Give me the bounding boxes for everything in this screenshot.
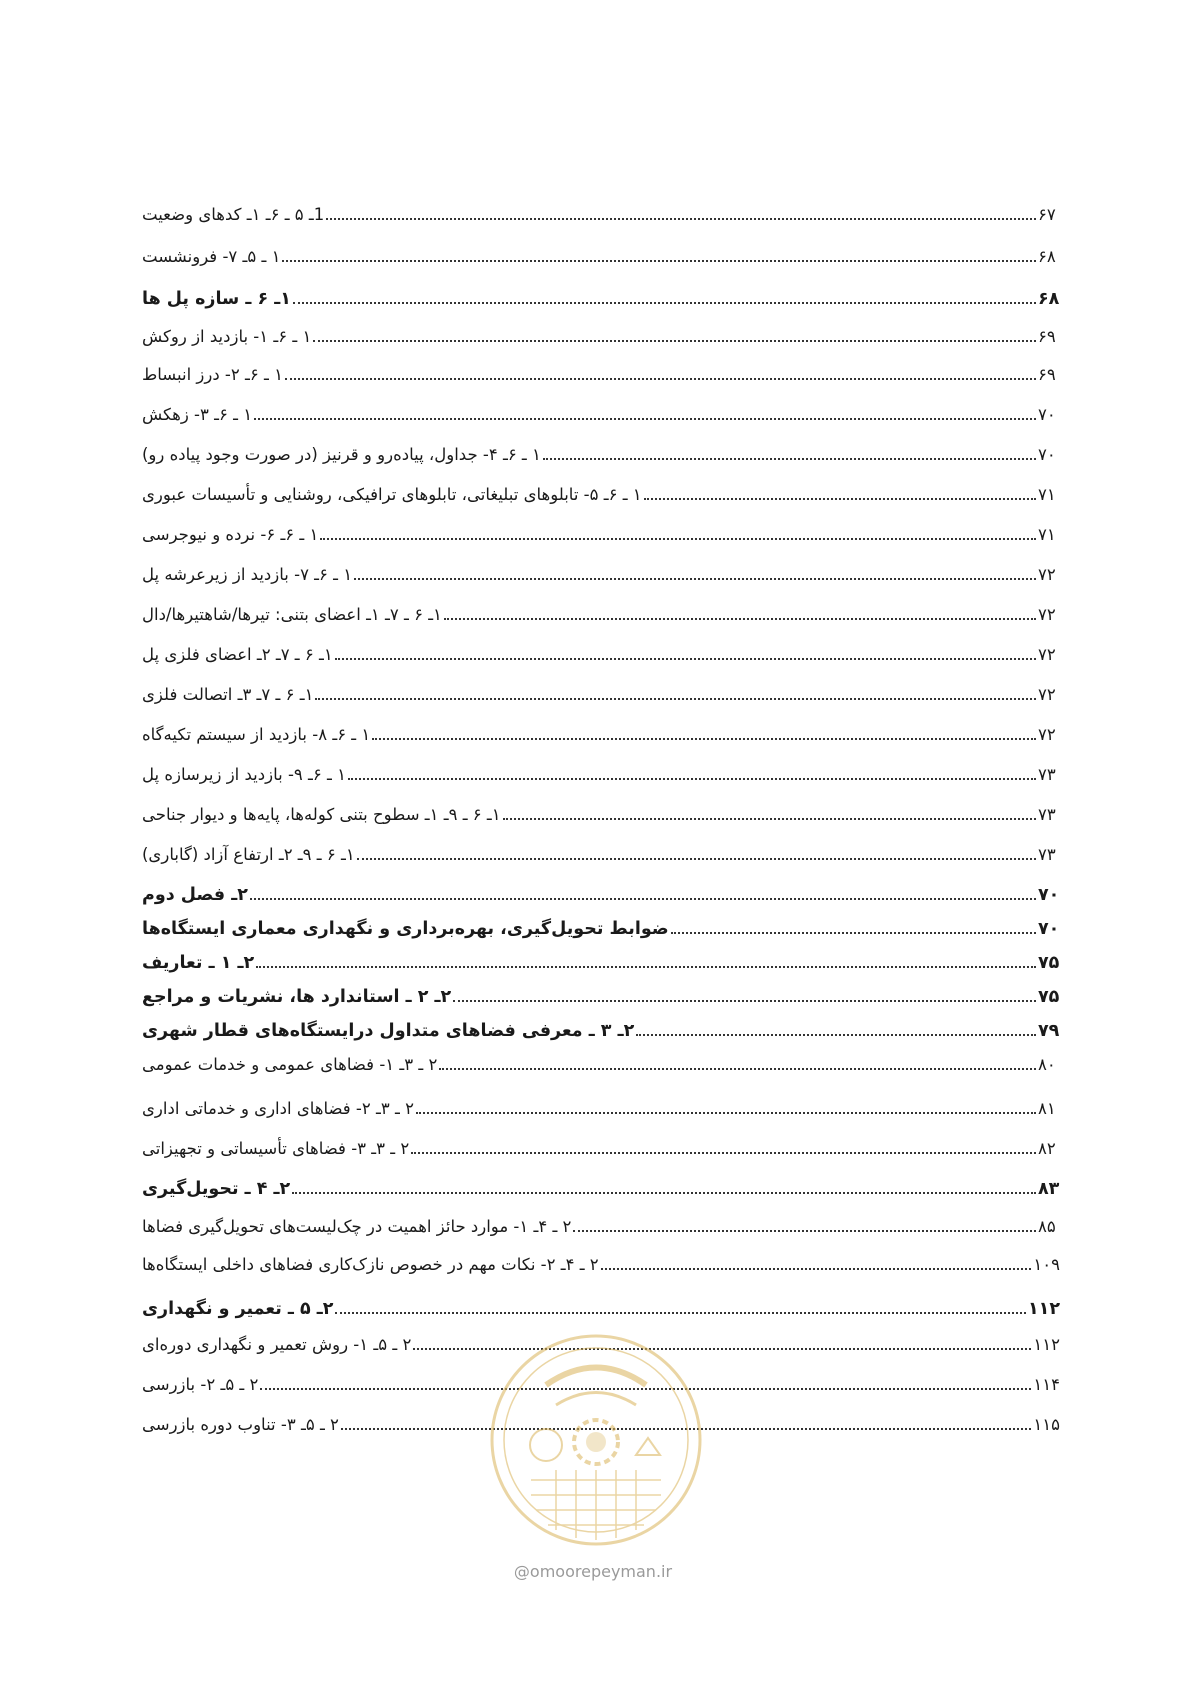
watermark-site: @omoorepeyman.ir	[513, 1562, 673, 1581]
toc-entry-title: ۱ ـ ۶ـ ۹- بازدید از زیرسازه پل	[142, 765, 346, 784]
toc-entry-page-number: ۷۱	[1038, 485, 1056, 504]
toc-entry[interactable]	[140, 476, 1060, 506]
toc-entry[interactable]	[140, 978, 1060, 1008]
dot-leader	[354, 577, 1036, 580]
toc-entry-page-number: ۷۱	[1038, 525, 1056, 544]
dot-leader	[348, 777, 1036, 780]
toc-entry-title: 1ـ ۵ ـ ۶ـ ۱ـ کدهای وضعیت	[142, 205, 325, 224]
omoorepeyman-logo-watermark	[486, 1330, 706, 1550]
toc-entry-title: ۲ـ ۵ ـ تعمیر و نگهداری	[142, 1299, 334, 1319]
toc-entry-title: ۲ ـ ۴ـ ۲- نکات مهم در خصوص نازک‌کاری فضاهای داخلی ایستگاه‌ها	[142, 1255, 599, 1274]
toc-entry[interactable]	[140, 1208, 1060, 1238]
toc-entry-page-number: ۷۰	[1038, 445, 1056, 464]
toc-entry-title: ۲ ـ ۵ـ ۳- تناوب دوره بازرسی	[142, 1415, 339, 1434]
toc-entry-page-number: ۷۲	[1038, 605, 1056, 624]
toc-entry-title: ۱ـ ۶ ـ ۹ـ ۲ـ ارتفاع آزاد (گاباری)	[142, 845, 355, 864]
toc-entry-page-number: ۶۸	[1038, 289, 1060, 309]
toc-entry-title: ۱ ـ ۶ـ ۳- زهکش	[142, 405, 253, 424]
toc-entry-title: ۱ ـ ۶ـ ۲- درز انبساط	[142, 365, 283, 384]
toc-entry-title: ۱ ـ ۵ـ ۷- فرونشست	[142, 247, 281, 266]
toc-entry-page-number: ۶۹	[1038, 365, 1056, 384]
dot-leader	[250, 897, 1036, 900]
dot-leader	[671, 931, 1036, 934]
dot-leader	[439, 1067, 1036, 1070]
dot-leader	[254, 417, 1036, 420]
toc-entry-title: ۱ـ ۶ ـ ۷ـ ۳ـ اتصالت فلزی	[142, 685, 314, 704]
toc-entry[interactable]	[140, 516, 1060, 546]
toc-entry[interactable]	[140, 1130, 1060, 1160]
toc-entry[interactable]	[140, 1046, 1060, 1076]
toc-entry[interactable]	[140, 1090, 1060, 1120]
dot-leader	[256, 965, 1036, 968]
dot-leader	[285, 377, 1036, 380]
toc-entry-page-number: ۸۵	[1038, 1217, 1056, 1236]
dot-leader	[335, 1311, 1026, 1314]
toc-entry-page-number: ۱۱۴	[1033, 1375, 1060, 1394]
toc-entry-page-number: ۷۰	[1038, 885, 1060, 905]
toc-entry[interactable]	[140, 796, 1060, 826]
toc-entry-title: ۱ـ ۶ ـ ۷ـ ۲ـ اعضای فلزی پل	[142, 645, 333, 664]
dot-leader	[601, 1267, 1032, 1270]
dot-leader	[372, 737, 1036, 740]
toc-entry-title: ۱ ـ ۶ـ ۷- بازدید از زیرعرشه پل	[142, 565, 353, 584]
dot-leader	[636, 1033, 1036, 1036]
toc-entry[interactable]	[140, 318, 1060, 348]
toc-entry-page-number: ۱۰۹	[1033, 1255, 1060, 1274]
toc-entry-page-number: ۷۵	[1038, 953, 1060, 973]
dot-leader	[320, 537, 1036, 540]
dot-leader	[282, 259, 1036, 262]
toc-entry-page-number: ۶۸	[1038, 247, 1056, 266]
toc-entry[interactable]	[140, 238, 1060, 268]
toc-entry-page-number: ۷۲	[1038, 565, 1056, 584]
toc-entry-page-number: ۱۱۵	[1033, 1415, 1060, 1434]
toc-entry-title: ضوابط تحویل‌گیری، بهره‌برداری و نگهداری معماری ایستگاه‌ها	[142, 919, 669, 939]
toc-entry[interactable]	[140, 436, 1060, 466]
dot-leader	[335, 657, 1036, 660]
toc-entry-page-number: ۶۷	[1038, 205, 1056, 224]
toc-entry-title: ۲ ـ ۵ـ ۱- روش تعمیر و نگهداری دوره‌ای	[142, 1335, 412, 1354]
toc-entry-title: ۲ ـ ۳ـ ۱- فضاهای عمومی و خدمات عمومی	[142, 1055, 438, 1074]
toc-entry[interactable]	[140, 356, 1060, 386]
toc-entry-title: ۱ ـ ۶ـ ۵- تابلوهای تبلیغاتی، تابلوهای ترافیکی، روشنایی و تأسیسات عبوری	[142, 485, 642, 504]
toc-entry[interactable]	[140, 636, 1060, 666]
toc-entry-page-number: ۷۰	[1038, 405, 1056, 424]
toc-entry-page-number: ۷۳	[1038, 765, 1056, 784]
toc-entry-page-number: ۷۹	[1038, 1021, 1060, 1041]
toc-entry[interactable]	[140, 280, 1060, 310]
toc-entry[interactable]	[140, 1246, 1060, 1276]
toc-entry-page-number: ۷۳	[1038, 845, 1056, 864]
toc-entry-page-number: ۷۲	[1038, 725, 1056, 744]
toc-entry-title: ۲ـ ۱ ـ تعاریف	[142, 953, 255, 973]
toc-entry-title: ۲ ـ ۳ـ ۲- فضاهای اداری و خدماتی اداری	[142, 1099, 414, 1118]
toc-entry-title: ۲ـ ۴ ـ تحویل‌گیری	[142, 1179, 291, 1199]
toc-entry-title: ۲ ـ ۳ـ ۳- فضاهای تأسیساتی و تجهیزاتی	[142, 1139, 410, 1158]
toc-entry-page-number: ۷۰	[1038, 919, 1060, 939]
toc-entry[interactable]	[140, 876, 1060, 906]
dot-leader	[326, 217, 1036, 220]
dot-leader	[411, 1151, 1036, 1154]
toc-entry-title: ۲ـ ۲ ـ استاندارد ها، نشریات و مراجع	[142, 987, 452, 1007]
dot-leader	[357, 857, 1036, 860]
toc-entry-page-number: ۸۳	[1038, 1179, 1060, 1199]
toc-entry-title: ۱ ـ ۶ـ ۸- بازدید از سیستم تکیه‌گاه	[142, 725, 371, 744]
toc-entry-page-number: ۷۵	[1038, 987, 1060, 1007]
toc-entry[interactable]	[140, 716, 1060, 746]
dot-leader	[543, 457, 1036, 460]
toc-entry-title: ۱ـ ۶ ـ ۷ـ ۱ـ اعضای بتنی: تیرها/شاهتیرها/دال	[142, 605, 442, 624]
toc-entry[interactable]	[140, 676, 1060, 706]
toc-entry-title: ۱ ـ ۶ـ ۱- بازدید از روکش	[142, 327, 312, 346]
toc-entry[interactable]	[140, 196, 1060, 226]
dot-leader	[644, 497, 1036, 500]
dot-leader	[293, 301, 1036, 304]
dot-leader	[313, 339, 1036, 342]
toc-entry-title: ۱ـ ۶ ـ ۹ـ ۱ـ سطوح بتنی کوله‌ها، پایه‌ها و دیوار جناحی	[142, 805, 501, 824]
toc-entry-page-number: ۸۲	[1038, 1139, 1056, 1158]
dot-leader	[292, 1191, 1036, 1194]
toc-entry-title: ۱ ـ ۶ـ ۶- نرده و نیوجرسی	[142, 525, 319, 544]
dot-leader	[315, 697, 1036, 700]
dot-leader	[573, 1229, 1036, 1232]
toc-entry[interactable]	[140, 1170, 1060, 1200]
toc-entry[interactable]	[140, 1012, 1060, 1042]
toc-entry-page-number: ۷۲	[1038, 645, 1056, 664]
toc-entry[interactable]	[140, 556, 1060, 586]
toc-entry-title: ۲ـ فصل دوم	[142, 885, 248, 905]
toc-entry-title: ۲ ـ ۴ـ ۱- موارد حائز اهمیت در چک‌لیست‌های تحویل‌گیری فضاها	[142, 1217, 572, 1236]
dot-leader	[444, 617, 1036, 620]
dot-leader	[503, 817, 1036, 820]
toc-entry-title: ۱ ـ ۶ـ ۴- جداول، پیاده‌رو و قرنیز (در صورت وجود پیاده رو)	[142, 445, 541, 464]
toc-entry-page-number: ۱۱۲	[1033, 1335, 1060, 1354]
toc-entry-page-number: ۶۹	[1038, 327, 1056, 346]
dot-leader	[416, 1111, 1036, 1114]
toc-entry-title: ۲ ـ ۵ـ ۲- بازرسی	[142, 1375, 259, 1394]
toc-entry[interactable]	[140, 836, 1060, 866]
toc-entry-title: ۲ـ ۳ ـ معرفی فضاهای متداول درایستگاه‌های قطار شهری	[142, 1021, 635, 1041]
toc-entry[interactable]	[140, 596, 1060, 626]
toc-entry-page-number: ۸۰	[1038, 1055, 1056, 1074]
toc-entry-page-number: ۷۲	[1038, 685, 1056, 704]
toc-entry[interactable]	[140, 396, 1060, 426]
toc-entry[interactable]	[140, 944, 1060, 974]
toc-entry-title: ۱ـ ۶ ـ سازه پل ها	[142, 289, 291, 309]
toc-entry-page-number: ۸۱	[1038, 1099, 1056, 1118]
toc-entry-page-number: ۷۳	[1038, 805, 1056, 824]
toc-entry-page-number: ۱۱۲	[1027, 1299, 1060, 1319]
toc-entry[interactable]	[140, 756, 1060, 786]
toc-entry[interactable]	[140, 1290, 1060, 1320]
toc-entry[interactable]	[140, 910, 1060, 940]
dot-leader	[453, 999, 1036, 1002]
